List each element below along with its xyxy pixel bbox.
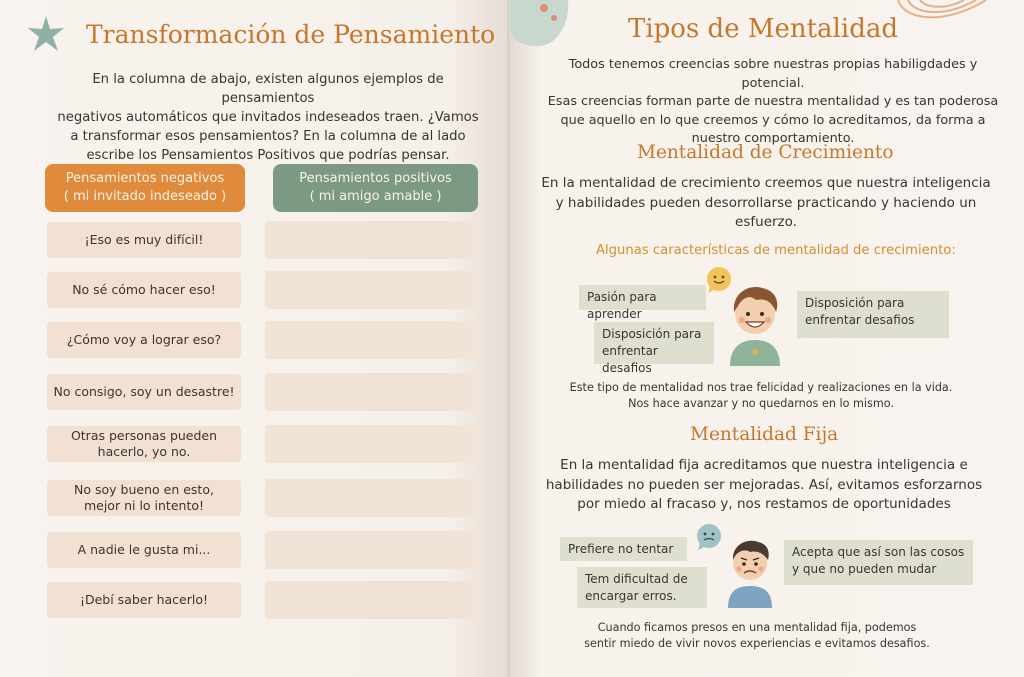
decorative-blob	[510, 0, 570, 48]
tag-text: enfrentar desafios	[602, 344, 658, 375]
intro-line: escribe los Pensamientos Positivos que podrías pensar.	[86, 148, 450, 163]
worried-kid-illustration	[722, 536, 778, 608]
tag-text: Disposición para	[602, 327, 702, 341]
fixed-mindset-title: Mentalidad Fija	[690, 424, 839, 445]
negative-thought	[47, 532, 241, 568]
positive-thought-field[interactable]	[265, 425, 477, 463]
text-line: En la mentalidad fija acreditamos que nuestra inteligencia e	[560, 457, 968, 473]
negative-thought	[47, 272, 241, 308]
intro-paragraph	[48, 70, 488, 165]
tag-text: enfrentar desafios	[805, 313, 915, 327]
positive-header-title: Pensamientos positivos	[299, 171, 452, 186]
negative-thought	[47, 480, 241, 516]
thought-text: ¡Debí saber hacerlo!	[79, 592, 209, 607]
positive-thought-field[interactable]	[265, 221, 477, 259]
thought-text: No soy bueno en esto,	[74, 482, 214, 497]
thought-text: hacerlo, yo no.	[97, 444, 191, 459]
growth-trait-tag	[579, 285, 706, 321]
intro-line: nuestro comportamiento.	[691, 131, 855, 146]
thought-text: mejor ni lo intento!	[83, 498, 205, 513]
note-line: sentir miedo de vivir novos experiencias e evitamos desafios.	[584, 637, 930, 650]
tag-text: Pasión para aprender	[587, 290, 657, 321]
fixed-note	[566, 620, 948, 652]
intro-line: que aquello en lo que creemos y cómo lo acreditamos, da forma a	[560, 112, 986, 128]
fixed-trait-tag	[784, 540, 973, 585]
fixed-mindset-text	[540, 456, 988, 515]
positive-thought-field[interactable]	[265, 271, 477, 309]
tag-text: Acepta que así son las cosos	[792, 545, 965, 559]
fixed-trait-tag	[560, 537, 687, 561]
intro-line: negativos automáticos que invitados indeseados traen. ¿Vamos	[57, 110, 479, 125]
negative-thought	[47, 374, 241, 410]
happy-kid-illustration	[722, 282, 788, 366]
thought-text: ¡Eso es muy difícil!	[84, 232, 204, 247]
left-page	[0, 0, 508, 677]
positive-thought-field[interactable]	[265, 531, 477, 569]
thought-text: A nadie le gusta mi...	[77, 542, 211, 557]
note-line: Nos hace avanzar y no quedarnos en lo mismo.	[628, 397, 894, 410]
intro-line: En la columna de abajo, existen algunos ejemplos de pensamientos	[92, 72, 444, 106]
fixed-trait-tag	[577, 567, 707, 608]
negative-header-title: Pensamientos negativos	[65, 171, 225, 186]
text-line: esfuerzo.	[735, 214, 797, 230]
growth-trait-tag	[797, 291, 949, 338]
right-page-title: Tipos de Mentalidad	[628, 14, 898, 44]
growth-mindset-title: Mentalidad de Crecimiento	[637, 142, 894, 163]
positive-thought-field[interactable]	[265, 321, 477, 359]
negative-thought	[47, 322, 241, 358]
tag-text: Tem dificultad de	[585, 572, 688, 586]
growth-note	[556, 380, 966, 412]
negative-thoughts-header	[45, 164, 245, 212]
positive-thoughts-header	[273, 164, 478, 212]
intro-line: a transformar esos pensamientos? En la columna de al lado	[70, 129, 466, 144]
growth-characteristics-title: Algunas características de mentalidad de crecimiento:	[596, 243, 956, 258]
negative-thought	[47, 582, 241, 618]
thought-text: No sé cómo hacer eso!	[72, 282, 216, 297]
note-line: Este tipo de mentalidad nos trae felicidad y realizaciones en la vida.	[569, 381, 953, 394]
mindset-intro	[538, 56, 1008, 149]
decorative-rings	[894, 0, 994, 26]
negative-thought	[47, 222, 241, 258]
negative-thought	[47, 426, 241, 462]
star-icon	[26, 14, 66, 54]
positive-header-subtitle: ( mi amigo amable )	[309, 189, 442, 204]
positive-thought-field[interactable]	[265, 479, 477, 517]
growth-trait-tag	[594, 322, 714, 375]
text-line: En la mentalidad de crecimiento creemos que nuestra inteligencia	[541, 175, 991, 191]
text-line: y habilidades pueden desorrollarse practicando y haciendo un	[555, 194, 977, 211]
text-line: por miedo al fracaso y, nos restamos de oportunidades	[577, 496, 951, 512]
page-title: Transformación de Pensamiento	[86, 20, 496, 49]
tag-text: y que no pueden mudar	[792, 562, 937, 576]
thought-text: No consigo, soy un desastre!	[53, 384, 235, 399]
growth-mindset-text	[536, 174, 996, 233]
sad-bubble-icon	[694, 523, 724, 551]
thought-text: ¿Cómo voy a lograr eso?	[66, 332, 222, 347]
negative-header-subtitle: ( mi invitado indeseado )	[63, 189, 227, 204]
tag-text: Prefiere no tentar	[568, 542, 674, 556]
thought-text: Otras personas pueden	[70, 428, 218, 443]
intro-line: Esas creencias forman parte de nuestra mentalidad y es tan poderosa	[547, 94, 999, 109]
positive-thought-field[interactable]	[265, 581, 477, 619]
tag-text: encargar erros.	[585, 589, 677, 603]
text-line: habilidades no pueden ser mejoradas. Así, evitamos esforzarnos	[545, 476, 983, 493]
note-line: Cuando ficamos presos en una mentalidad fija, podemos	[597, 621, 917, 634]
intro-line: Todos tenemos creencias sobre nuestras propias habiligdades y potencial.	[568, 57, 978, 91]
positive-thought-field[interactable]	[265, 373, 477, 411]
tag-text: Disposición para	[805, 296, 905, 310]
